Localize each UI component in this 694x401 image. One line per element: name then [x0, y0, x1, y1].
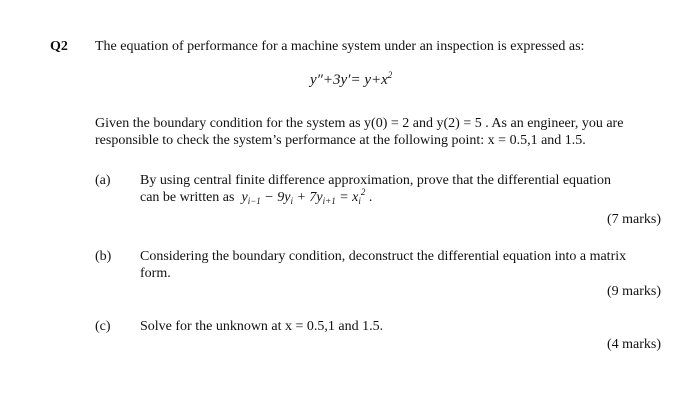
- question-number: Q2: [50, 39, 68, 54]
- part-a-line-2: can be written as $y_{i-1} - 9y_i + 7y_{i+1} = x_i^2$ .: [140, 187, 373, 206]
- part-a-text: [140, 172, 662, 206]
- governing-equation-body: y″+3y′= y+x: [310, 72, 388, 88]
- paragraph-line-2: responsible to check the system’s performance at the following point: x = 0.5,1 and 1.5.: [95, 133, 586, 148]
- part-a-marks: (7 marks): [606, 212, 661, 227]
- part-a-label: (a): [95, 173, 111, 188]
- governing-equation: [310, 72, 392, 89]
- governing-equation-power: 2: [387, 70, 393, 80]
- part-b-line-2: form.: [140, 266, 171, 281]
- part-b-label: (b): [95, 249, 112, 264]
- part-b-line-1: Considering the boundary condition, deconstruct the differential equation into a matrix: [140, 249, 627, 264]
- part-c-label: (c): [95, 319, 111, 334]
- paragraph-line-1: Given the boundary condition for the system as y(0) = 2 and y(2) = 5 . As an engineer, you are: [95, 116, 624, 131]
- part-b-text: [140, 248, 662, 282]
- question-intro: The equation of performance for a machine system under an inspection is expressed as:: [95, 39, 585, 54]
- part-c-text: Solve for the unknown at x = 0.5,1 and 1.5.: [140, 319, 384, 334]
- part-a-line-2-prefix: can be written as: [140, 190, 235, 205]
- part-a-line-1: By using central finite difference approximation, prove that the differential equation: [140, 173, 612, 188]
- difference-equation: $y_{i-1} - 9y_i + 7y_{i+1} = x_i^2$: [241, 187, 366, 206]
- part-c-marks: (4 marks): [606, 337, 661, 352]
- boundary-condition-paragraph: [95, 115, 665, 149]
- part-b-marks: (9 marks): [606, 284, 661, 299]
